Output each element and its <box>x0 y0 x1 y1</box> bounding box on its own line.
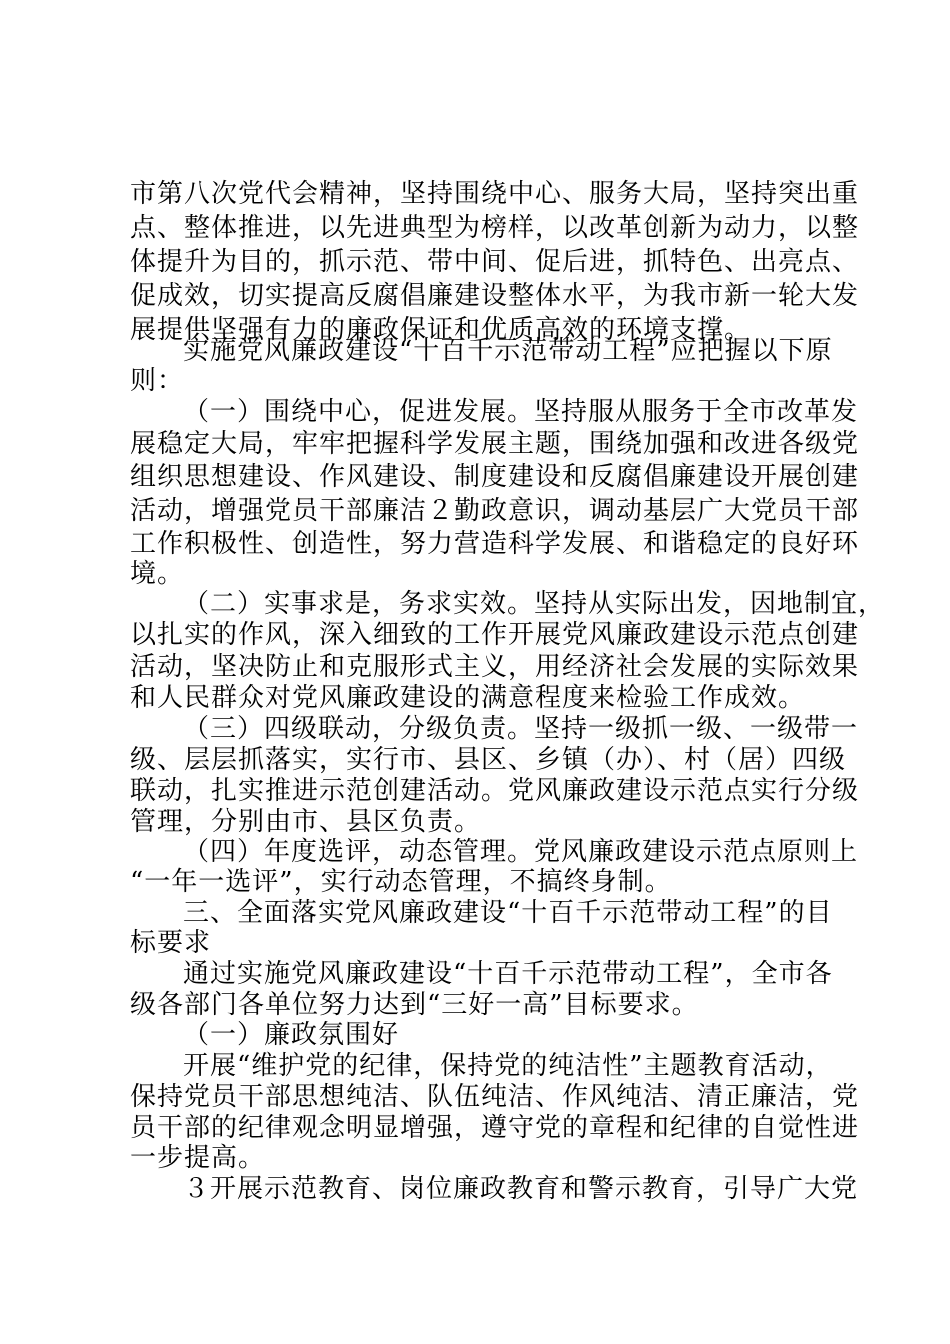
text-line: “一年一选评”，实行动态管理，不搞终身制。 <box>130 867 672 897</box>
text-line: （一）围绕中心，促进发展。坚持服从服务于全市改革发 <box>183 397 859 427</box>
text-line: 展稳定大局，牢牢把握科学发展主题，围绕加强和改进各级党 <box>130 429 860 459</box>
text-line: 点、整体推进，以先进典型为榜样，以改革创新为动力，以整 <box>130 213 860 243</box>
text-line: 开展“维护党的纪律，保持党的纯洁性”主题教育活动， <box>183 1051 833 1081</box>
text-line: 市第八次党代会精神，坚持围绕中心、服务大局，坚持突出重 <box>130 179 860 209</box>
text-line: 活动，坚决防止和克服形式主义，用经济社会发展的实际效果 <box>130 652 860 682</box>
text-line: 活动，增强党员干部廉洁２勤政意识，调动基层广大党员干部 <box>130 496 860 526</box>
text-line: 体提升为目的，抓示范、带中间、促后进，抓特色、出亮点、 <box>130 247 860 277</box>
text-line: 实施党风廉政建设“十百千示范带动工程”应把握以下原 <box>183 336 833 366</box>
text-line: 三、全面落实党风廉政建设“十百千示范带动工程”的目 <box>183 898 833 928</box>
text-line: 促成效，切实提高反腐倡廉建设整体水平，为我市新一轮大发 <box>130 281 860 311</box>
text-line: （四）年度选评，动态管理。党风廉政建设示范点原则上 <box>183 837 859 867</box>
text-line: 一步提高。 <box>130 1143 266 1173</box>
text-line: 通过实施党风廉政建设“十百千示范带动工程”，全市各 <box>183 959 833 989</box>
text-line: （三）四级联动，分级负责。坚持一级抓一级、一级带一 <box>183 714 859 744</box>
text-line: 组织思想建设、作风建设、制度建设和反腐倡廉建设开展创建 <box>130 462 860 492</box>
text-line: 保持党员干部思想纯洁、队伍纯洁、作风纯洁、清正廉洁，党 <box>130 1082 860 1112</box>
section-heading: （一）廉政氛围好 <box>183 1020 400 1050</box>
text-line: 级、层层抓落实，实行市、县区、乡镇（办）、村（居）四级 <box>130 745 847 775</box>
text-line: （二）实事求是，务求实效。坚持从实际出发，因地制宜， <box>183 589 886 619</box>
text-line: 员干部的纪律观念明显增强，遵守党的章程和纪律的自觉性进 <box>130 1113 860 1143</box>
text-line: 标要求 <box>130 928 212 958</box>
text-line: 管理，分别由市、县区负责。 <box>130 807 482 837</box>
text-line: 境。 <box>130 559 185 589</box>
text-line: 级各部门各单位努力达到“三好一高”目标要求。 <box>130 990 699 1020</box>
text-line: 和人民群众对党风廉政建设的满意程度来检验工作成效。 <box>130 683 806 713</box>
text-line: 以扎实的作风，深入细致的工作开展党风廉政建设示范点创建 <box>130 620 860 650</box>
text-line: 联动，扎实推进示范创建活动。党风廉政建设示范点实行分级 <box>130 776 860 806</box>
text-line: ３开展示范教育、岗位廉政教育和警示教育，引导广大党 <box>183 1174 859 1204</box>
text-line: 展提供坚强有力的廉政保证和优质高效的环境支撑。 <box>130 315 752 345</box>
text-line: 则： <box>130 366 185 396</box>
text-line: 工作积极性、创造性，努力营造科学发展、和谐稳定的良好环 <box>130 529 860 559</box>
